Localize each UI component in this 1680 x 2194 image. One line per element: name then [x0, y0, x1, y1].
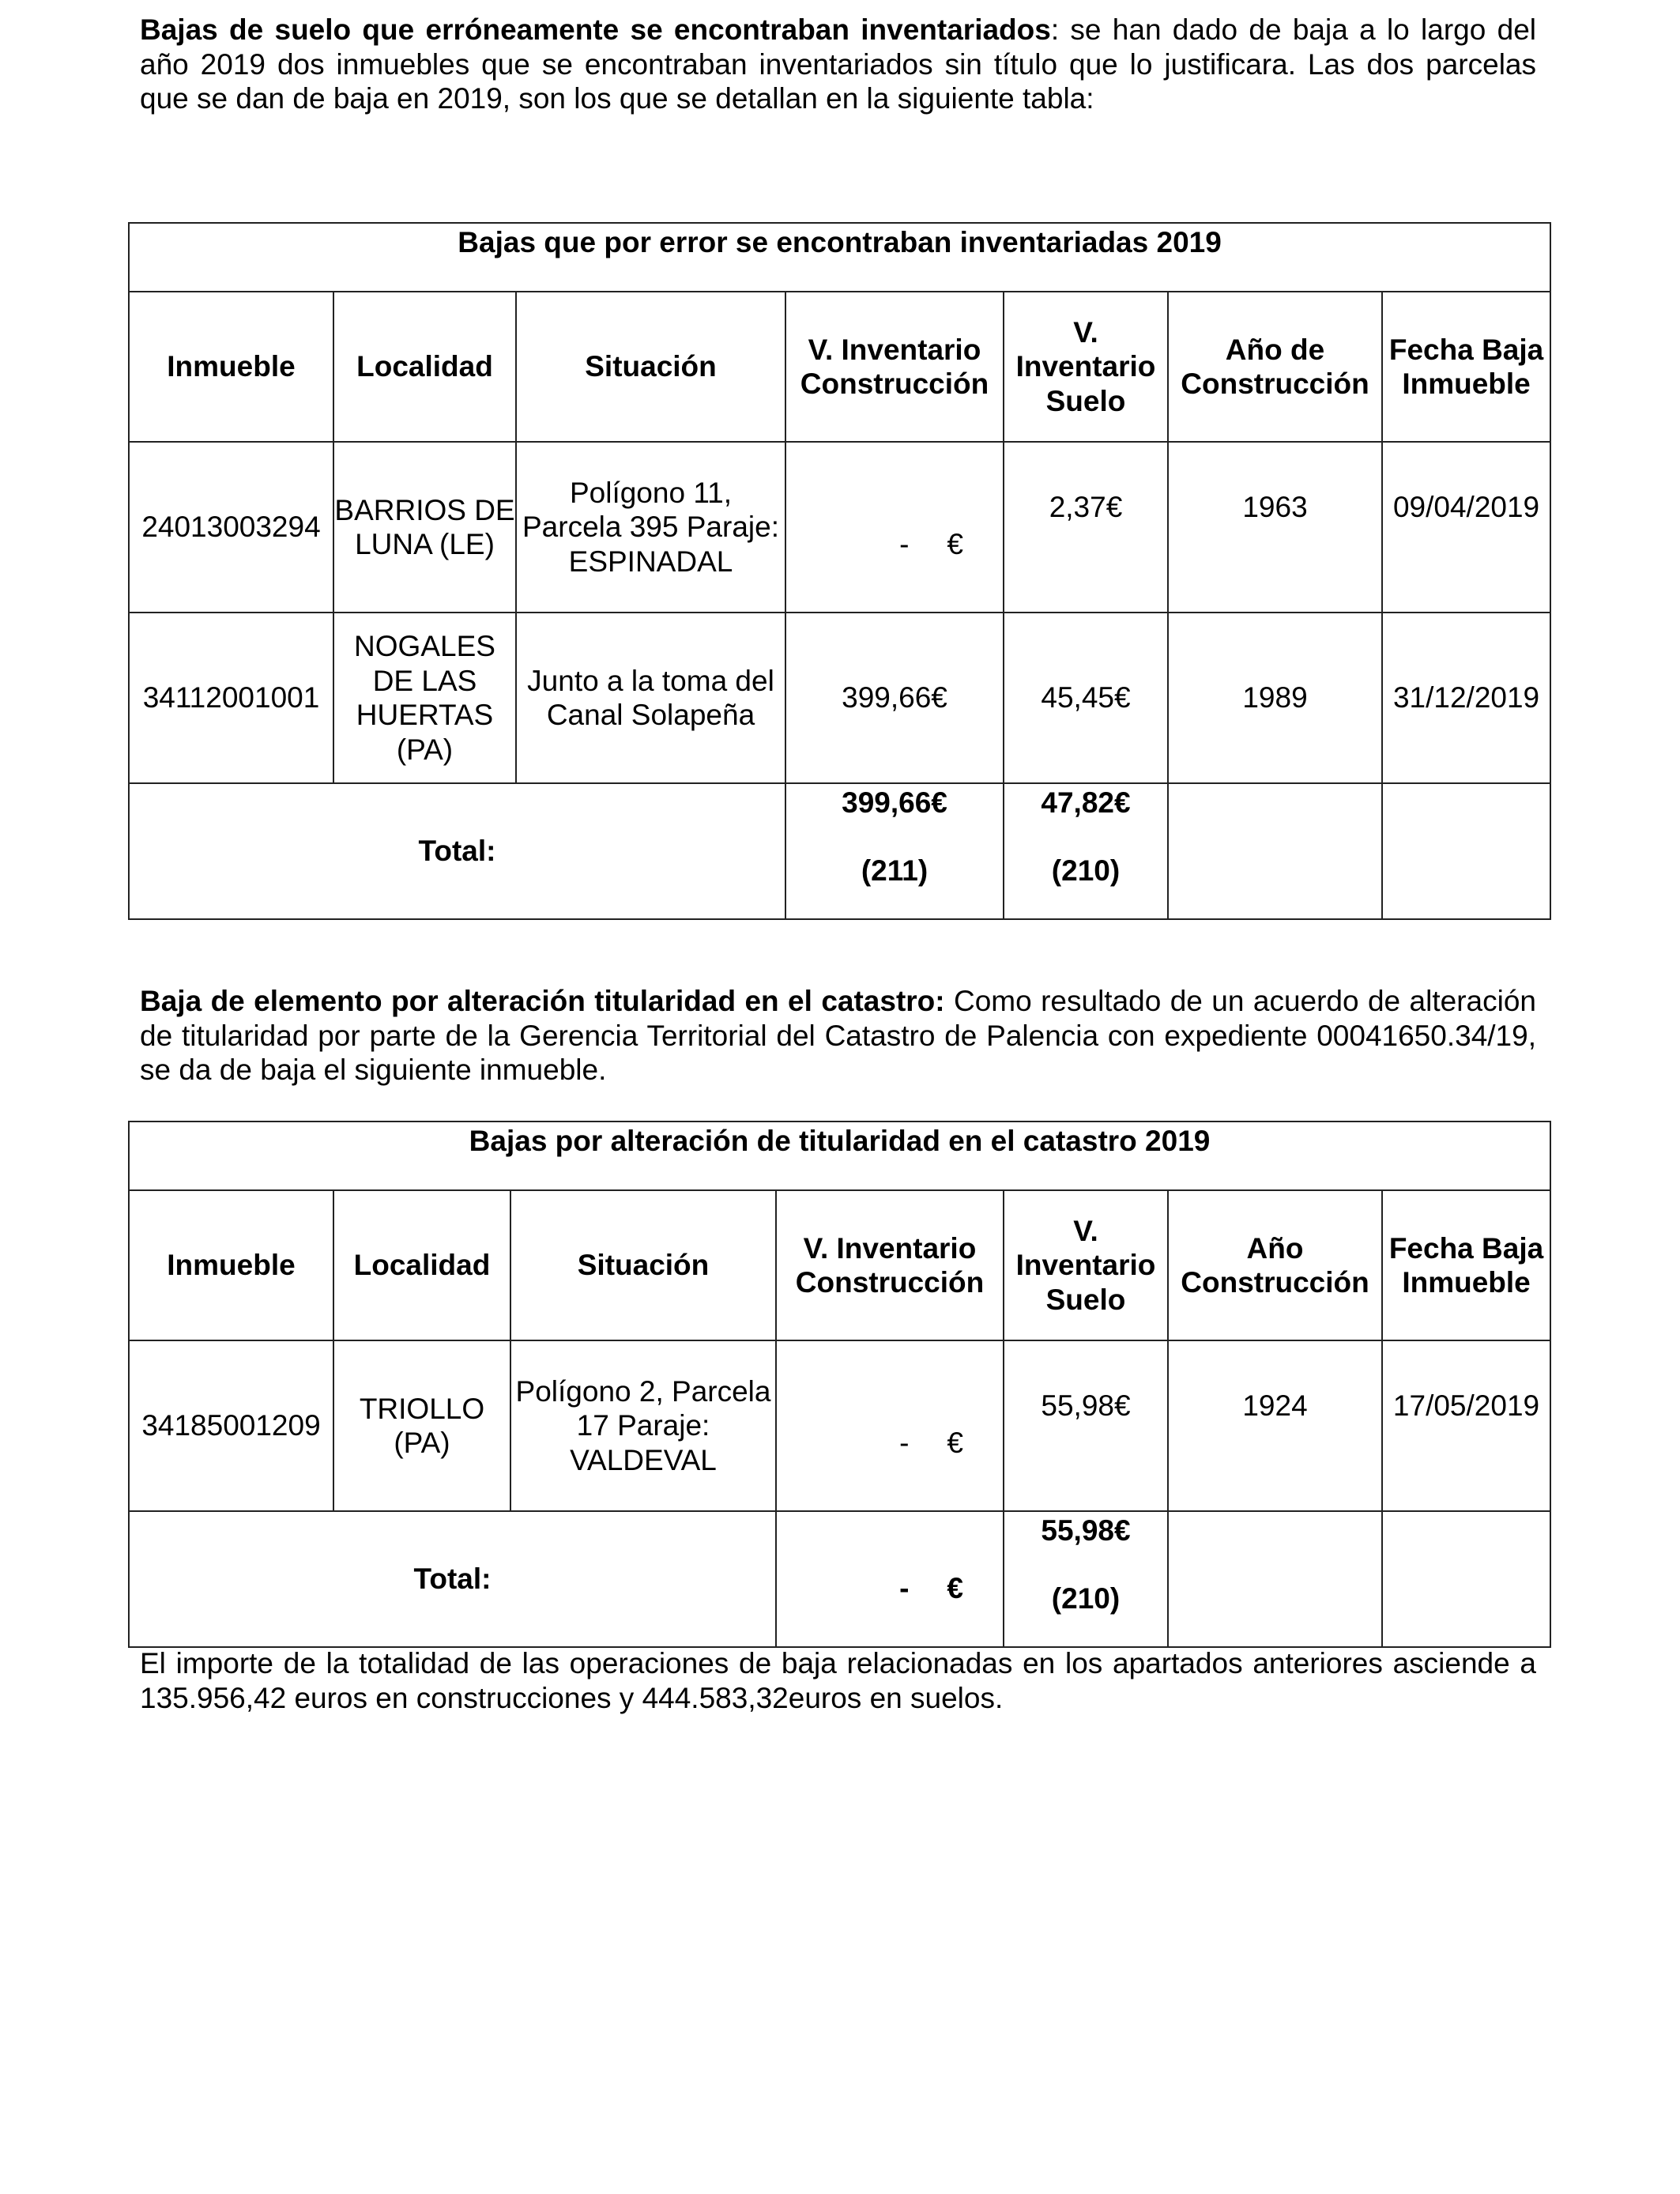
cell-v-suelo: 55,98€ [1004, 1340, 1168, 1511]
cell-situacion: Junto a la toma del Canal Solapeña [516, 613, 785, 783]
table-cadastre-alteration [128, 1121, 1551, 1648]
header-situacion: Situación [516, 292, 785, 442]
table-header-row [129, 292, 1550, 442]
total-label: Total: [129, 783, 785, 919]
cell-localidad: NOGALES DE LAS HUERTAS (PA) [333, 613, 516, 783]
table-title: Bajas por alteración de titularidad en el catastro 2019 [129, 1122, 1550, 1190]
header-anio: Año Construcción [1168, 1190, 1382, 1340]
intro-heading: Bajas de suelo que erróneamente se encontraban inventariados [140, 13, 1051, 46]
cell-fecha: 31/12/2019 [1382, 613, 1550, 783]
empty-cell [1168, 783, 1382, 919]
cell-situacion: Polígono 11, Parcela 395 Paraje: ESPINADAL [516, 442, 785, 613]
cell-anio: 1924 [1168, 1340, 1382, 1511]
cadastre-text: Como resultado de un acuerdo de alteración de titularidad por parte de la Gerencia Territorial del Catastro de Palencia con expediente 00041650.34/19, se da de baja el siguiente inmueble. [140, 985, 1536, 1086]
table-row [129, 613, 1550, 783]
currency-symbol: € [947, 1572, 963, 1605]
table-total-row [129, 783, 1550, 919]
cell-v-suelo: 45,45€ [1004, 613, 1168, 783]
table-title: Bajas que por error se encontraban inventariadas 2019 [129, 223, 1550, 292]
header-v-construccion: V. Inventario Construcción [785, 292, 1004, 442]
cadastre-paragraph [140, 984, 1536, 1088]
dash-value: - [899, 1572, 910, 1605]
cell-situacion: Polígono 2, Parcela 17 Paraje: VALDEVAL [510, 1340, 776, 1511]
cell-fecha: 17/05/2019 [1382, 1340, 1550, 1511]
total-label: Total: [129, 1511, 776, 1647]
account-code: (210) [1051, 1581, 1121, 1615]
cell-inmueble: 34185001209 [129, 1340, 333, 1511]
cadastre-heading: Baja de elemento por alteración titularidad en el catastro: [140, 985, 945, 1017]
total-value: 399,66€ [842, 786, 947, 819]
account-code: (211) [861, 854, 929, 887]
cell-v-suelo: 2,37€ [1004, 442, 1168, 613]
empty-cell [1382, 1511, 1550, 1647]
header-anio: Año de Construcción [1168, 292, 1382, 442]
empty-cell [1168, 1511, 1382, 1647]
empty-cell [1382, 783, 1550, 919]
header-inmueble: Inmueble [129, 292, 333, 442]
header-fecha: Fecha Baja Inmueble [1382, 292, 1550, 442]
intro-paragraph [140, 13, 1536, 116]
dash-value: - [899, 528, 910, 561]
total-v-suelo [1004, 783, 1168, 919]
summary-paragraph: El importe de la totalidad de las operaciones de baja relacionadas en los apartados anteriores asciende a 135.956,42 euros en construcciones y 444.583,32euros en suelos. [140, 1647, 1536, 1714]
cell-fecha: 09/04/2019 [1382, 442, 1550, 613]
cell-localidad: BARRIOS DE LUNA (LE) [333, 442, 516, 613]
cell-v-construccion [776, 1340, 1004, 1511]
total-value: 55,98€ [1041, 1514, 1131, 1547]
cell-localidad: TRIOLLO (PA) [333, 1340, 510, 1511]
currency-symbol: € [947, 528, 963, 561]
total-v-construccion [776, 1511, 1004, 1647]
currency-symbol: € [947, 1427, 963, 1460]
table-header-row [129, 1190, 1550, 1340]
header-v-suelo: V. Inventario Suelo [1004, 292, 1168, 442]
header-v-suelo: V. Inventario Suelo [1004, 1190, 1168, 1340]
cell-v-construccion: 399,66€ [785, 613, 1004, 783]
header-situacion: Situación [510, 1190, 776, 1340]
total-value: 47,82€ [1041, 786, 1131, 819]
table-row [129, 1340, 1550, 1511]
cell-v-construccion [785, 442, 1004, 613]
table-erroneous-inventory [128, 222, 1551, 920]
table-row [129, 442, 1550, 613]
cell-inmueble: 24013003294 [129, 442, 333, 613]
cell-anio: 1963 [1168, 442, 1382, 613]
header-v-construccion: V. Inventario Construcción [776, 1190, 1004, 1340]
header-fecha: Fecha Baja Inmueble [1382, 1190, 1550, 1340]
cell-inmueble: 34112001001 [129, 613, 333, 783]
header-localidad: Localidad [333, 292, 516, 442]
total-v-construccion [785, 783, 1004, 919]
account-code: (210) [1051, 854, 1121, 887]
header-localidad: Localidad [333, 1190, 510, 1340]
cell-anio: 1989 [1168, 613, 1382, 783]
header-inmueble: Inmueble [129, 1190, 333, 1340]
intro-text: : se han dado de baja a lo largo del año 2019 dos inmuebles que se encontraban inventariados sin título que lo justificara. Las dos parcelas que se dan de baja en 2019, son los que se detallan en la siguiente tabla: [140, 13, 1536, 115]
dash-value: - [899, 1427, 910, 1460]
table-total-row [129, 1511, 1550, 1647]
total-v-suelo [1004, 1511, 1168, 1647]
